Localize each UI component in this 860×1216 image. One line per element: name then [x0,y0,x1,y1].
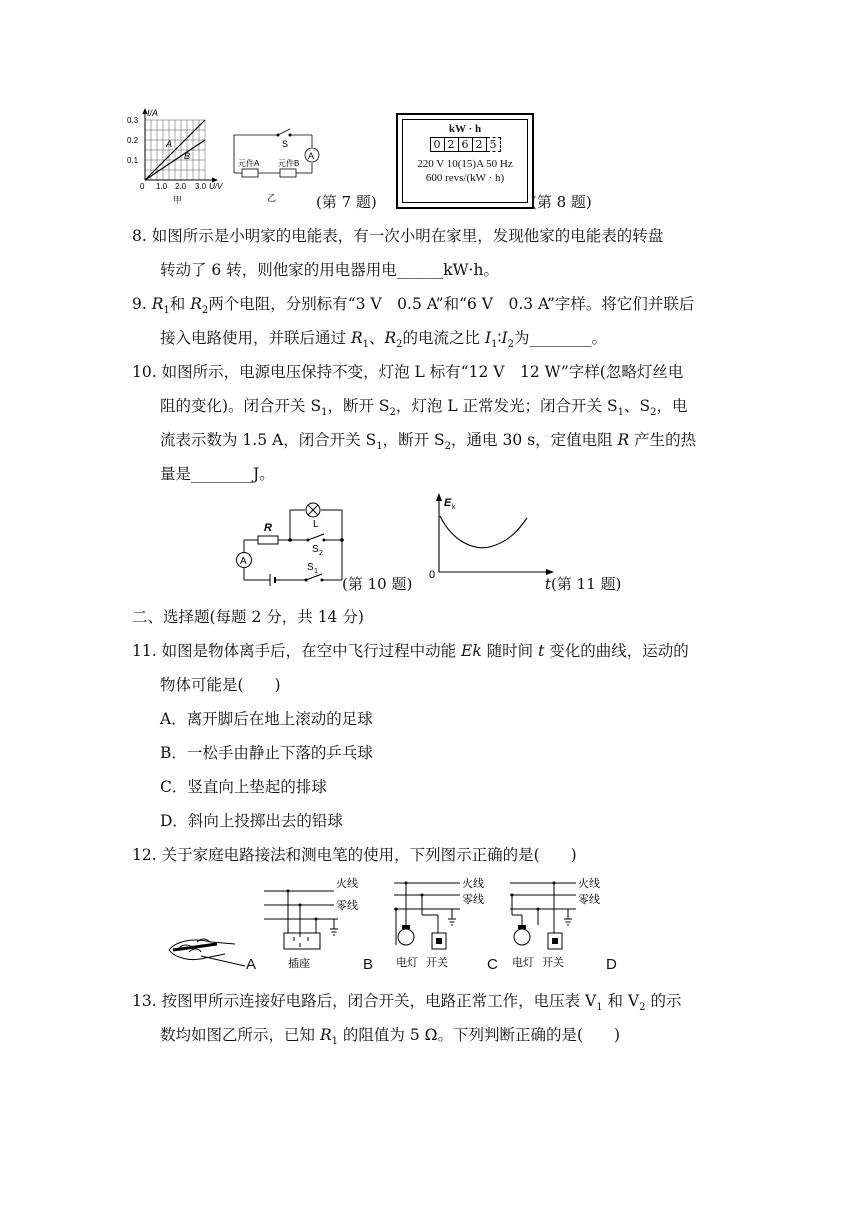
xtick: 2.0 [175,182,187,191]
xtick: 0 [140,182,145,191]
ylabel-sub: k [452,504,456,511]
q12-option-a-pen[interactable] [165,922,255,972]
meter-spec1: 220 V 10(15)A 50 Hz [417,158,513,170]
fig11-graph [425,490,555,586]
label-b: B [184,151,191,161]
q12-label-b: B [363,956,374,973]
origin-label: 0 [429,569,436,581]
q12-option-b-socket[interactable] [260,875,360,970]
q11-line2: 物体可能是( ) [160,676,281,694]
meter-digit: 2 [473,137,487,152]
energy-meter [396,113,534,209]
xtick: 3.0 [195,182,207,191]
q13-line2: 数均如图乙所示，已知 $R_1$ 的阻值为 5 Ω。下列判断正确的是( ) [160,1026,621,1048]
fig8-label: (第 8 题) [531,193,592,211]
fire-wire-label: 火线 [578,878,600,890]
s2-label: S [312,544,319,555]
ylabel: I/A [147,108,159,118]
ammeter-label: A [308,151,315,161]
q8-line1: 8. 如图所示是小明家的电能表，有一次小明在家里，发现他家的电能表的转盘 [132,227,664,245]
xlabel: U/V [209,182,223,191]
meter-digit-decimal: 5 [487,137,501,152]
q9-line1: 9. $R_1$和 $R_2$两个电阻，分别标有“3 V 0.5 A”和“6 V 0.3 A”字样。将它们并联后 [132,295,695,317]
fire-wire-label: 火线 [462,878,484,890]
ylabel: E [444,497,452,509]
q12-label-a: A [246,956,257,973]
q12-option-c-lamp[interactable] [392,875,492,970]
fig7-yi-circuit [228,125,320,205]
switch-label: 开关 [426,957,448,969]
element-a-label: 元件A [238,159,260,168]
q11-option-c[interactable]: C．竖直向上垫起的排球 [160,778,327,796]
q12-option-d-lamp[interactable] [508,875,608,970]
neutral-wire-label: 零线 [336,900,358,912]
ammeter-label: A [240,556,247,567]
q12-line1: 12. 关于家庭电路接法和测电笔的使用，下列图示正确的是( ) [132,846,577,864]
label-a: A [166,139,173,149]
ytick: 0.2 [127,136,139,145]
lamp-label: 电灯 [396,957,418,969]
fig7-jia-graph [125,105,235,205]
meter-digit: 0 [430,137,445,152]
meter-digit: 6 [459,137,473,152]
meter-spec2: 600 revs/(kW · h) [425,172,505,184]
q10-line4: 量是________J。 [160,465,275,483]
caption-yi: 乙 [267,193,277,203]
q11-line1: 11. 如图是物体离手后，在空中飞行过程中动能 Ek 随时间 t 变化的曲线，运动的 [132,642,689,660]
ytick: 0.3 [127,116,139,125]
lamp-label: 电灯 [512,957,534,969]
q9-line2: 接入电路使用，并联后通过 $R_1$、$R_2$的电流之比 $I_1∶I_2$为________。 [160,329,608,351]
element-b-label: 元件B [278,159,300,168]
meter-unit: kW · h [448,123,482,135]
q8-line2: 转动了 6 转，则他家的用电器用电______kW·h。 [160,261,499,279]
ytick: 0.1 [127,156,139,165]
ek-curve [440,516,527,548]
meter-digits [403,137,527,152]
q10-line3: 流表示数为 1.5 A，闭合开关 $S_1$，断开 $S_2$，通电 30 s，定值电阻 R 产生的热 [160,431,697,453]
switch-label: S [282,139,289,149]
fig10-circuit [232,500,344,588]
meter-digit: 2 [445,137,459,152]
q11-option-a[interactable]: A．离开脚后在地上滚动的足球 [160,710,373,728]
neutral-wire-label: 零线 [462,894,484,906]
s1-sub: 1 [314,568,318,575]
q12-label-d: D [606,956,617,973]
lamp-label: L [313,519,319,530]
q11-option-d[interactable]: D．斜向上投掷出去的铅球 [160,812,343,830]
socket-label: 插座 [288,958,310,970]
xtick: 1.0 [156,182,168,191]
fig10-label: (第 10 题) [342,575,413,593]
caption-jia: 甲 [173,195,183,205]
s2-sub: 2 [319,550,323,557]
section2-title: 二、选择题(每题 2 分，共 14 分) [132,608,364,626]
neutral-wire-label: 零线 [578,894,600,906]
q11-option-b[interactable]: B．一松手由静止下落的乒乓球 [160,744,373,762]
resistor-label: R [264,522,272,534]
q12-label-c: C [487,956,498,973]
s1-label: S [307,562,314,573]
q10-line2: 阻的变化)。闭合开关 $S_1$，断开 $S_2$，灯泡 L 正常发光；闭合开关 $S_1$、$S_2$，电 [160,397,688,419]
fire-wire-label: 火线 [336,878,358,890]
q10-line1: 10. 如图所示，电源电压保持不变，灯泡 L 标有“12 V 12 W”字样(忽略灯丝电 [132,363,684,381]
switch-label: 开关 [542,957,564,969]
fig7-label: (第 7 题) [316,193,377,211]
q13-line1: 13. 按图甲所示连接好电路后，闭合开关，电路正常工作，电压表 $V_1$ 和 $V_2$ 的示 [132,992,682,1014]
fig11-label: t(第 11 题) [545,575,622,593]
